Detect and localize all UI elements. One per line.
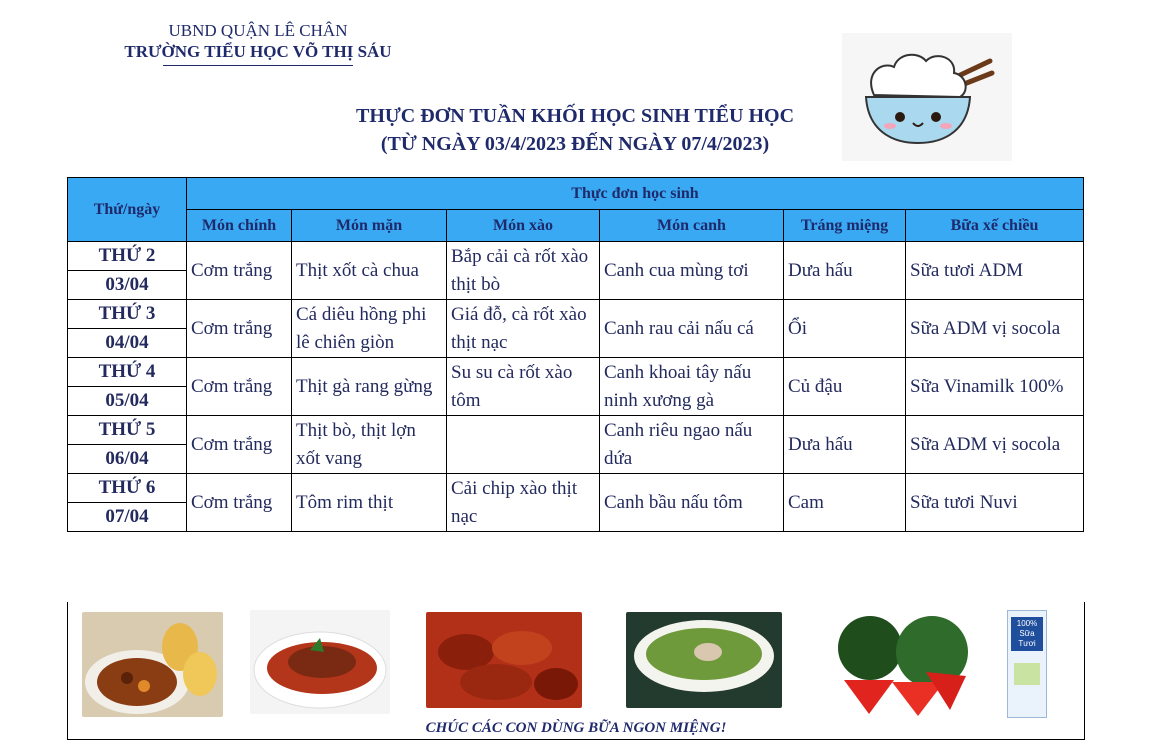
title-line-2: (TỪ NGÀY 03/4/2023 ĐẾN NGÀY 07/4/2023) xyxy=(380,133,770,155)
menu-cell: Cơm trắng xyxy=(187,242,292,300)
header-underline xyxy=(163,65,353,66)
day-label: THỨ 5 xyxy=(68,416,187,445)
menu-cell: Cá diêu hồng phi lê chiên giòn xyxy=(292,300,447,358)
col-mon-canh: Món canh xyxy=(600,210,784,242)
menu-cell: Canh bầu nấu tôm xyxy=(600,474,784,532)
date-label: 04/04 xyxy=(68,329,187,358)
menu-cell: Su su cà rốt xào tôm xyxy=(447,358,600,416)
menu-cell: Canh rau cải nấu cá xyxy=(600,300,784,358)
menu-cell: Thịt bò, thịt lợn xốt vang xyxy=(292,416,447,474)
chicken-wings-photo xyxy=(426,612,582,708)
menu-cell: Sữa ADM vị socola xyxy=(906,300,1084,358)
col-trang-mieng: Tráng miệng xyxy=(784,210,906,242)
rice-bowl-logo xyxy=(842,33,1012,161)
menu-cell: Canh khoai tây nấu ninh xương gà xyxy=(600,358,784,416)
menu-cell xyxy=(447,416,600,474)
footer-message: CHÚC CÁC CON DÙNG BỮA NGON MIỆNG! xyxy=(425,720,727,736)
menu-cell: Dưa hấu xyxy=(784,416,906,474)
menu-cell: Sữa tươi Nuvi xyxy=(906,474,1084,532)
date-label: 07/04 xyxy=(68,503,187,532)
menu-cell: Tôm rim thịt xyxy=(292,474,447,532)
day-label: THỨ 2 xyxy=(68,242,187,271)
title-line-1: THỰC ĐƠN TUẦN KHỐI HỌC SINH TIỂU HỌC xyxy=(355,105,795,127)
date-label: 03/04 xyxy=(68,271,187,300)
menu-cell: Canh riêu ngao nấu dứa xyxy=(600,416,784,474)
milk-label-percent: 100% xyxy=(1016,619,1038,628)
col-mon-xao: Món xào xyxy=(447,210,600,242)
group-header: Thực đơn học sinh xyxy=(187,178,1084,210)
menu-cell: Thịt xốt cà chua xyxy=(292,242,447,300)
school-name: TRƯỜNG TIỂU HỌC VÕ THỊ SÁU xyxy=(124,42,392,61)
food-photos-panel xyxy=(67,602,1085,740)
menu-cell: Củ đậu xyxy=(784,358,906,416)
col-mon-man: Món mặn xyxy=(292,210,447,242)
menu-cell: Giá đỗ, cà rốt xào thịt nạc xyxy=(447,300,600,358)
menu-cell: Ổi xyxy=(784,300,906,358)
date-label: 05/04 xyxy=(68,387,187,416)
district-name: UBND QUẬN LÊ CHÂN xyxy=(168,21,348,40)
watermelon-photo xyxy=(834,610,970,718)
beef-stew-photo xyxy=(82,612,223,717)
school-header xyxy=(108,20,408,66)
milk-carton-image xyxy=(1007,610,1047,718)
menu-cell: Cơm trắng xyxy=(187,474,292,532)
menu-cell: Sữa Vinamilk 100% xyxy=(906,358,1084,416)
menu-table xyxy=(67,177,1084,532)
day-label: THỨ 3 xyxy=(68,300,187,329)
menu-cell: Cơm trắng xyxy=(187,416,292,474)
menu-cell: Canh cua mùng tơi xyxy=(600,242,784,300)
menu-cell: Sữa ADM vị socola xyxy=(906,416,1084,474)
vegetable-soup-photo xyxy=(626,612,782,708)
menu-cell: Cam xyxy=(784,474,906,532)
menu-cell: Sữa tươi ADM xyxy=(906,242,1084,300)
menu-cell: Thịt gà rang gừng xyxy=(292,358,447,416)
milk-label-tuoi: Tươi xyxy=(1018,639,1036,648)
cow-pasture-icon xyxy=(1014,663,1040,685)
menu-cell: Cải chip xào thịt nạc xyxy=(447,474,600,532)
day-label: THỨ 4 xyxy=(68,358,187,387)
col-bua-xe-chieu: Bữa xế chiều xyxy=(906,210,1084,242)
menu-cell: Dưa hấu xyxy=(784,242,906,300)
page-title xyxy=(300,102,850,158)
col-mon-chinh: Món chính xyxy=(187,210,292,242)
fried-fish-photo xyxy=(250,610,390,714)
milk-label-sua: Sữa xyxy=(1019,629,1035,638)
menu-cell: Bắp cải cà rốt xào thịt bò xyxy=(447,242,600,300)
menu-cell: Cơm trắng xyxy=(187,358,292,416)
menu-cell: Cơm trắng xyxy=(187,300,292,358)
rice-bowl-icon xyxy=(842,33,1012,161)
day-label: THỨ 6 xyxy=(68,474,187,503)
corner-header: Thứ/ngày xyxy=(68,178,187,242)
date-label: 06/04 xyxy=(68,445,187,474)
